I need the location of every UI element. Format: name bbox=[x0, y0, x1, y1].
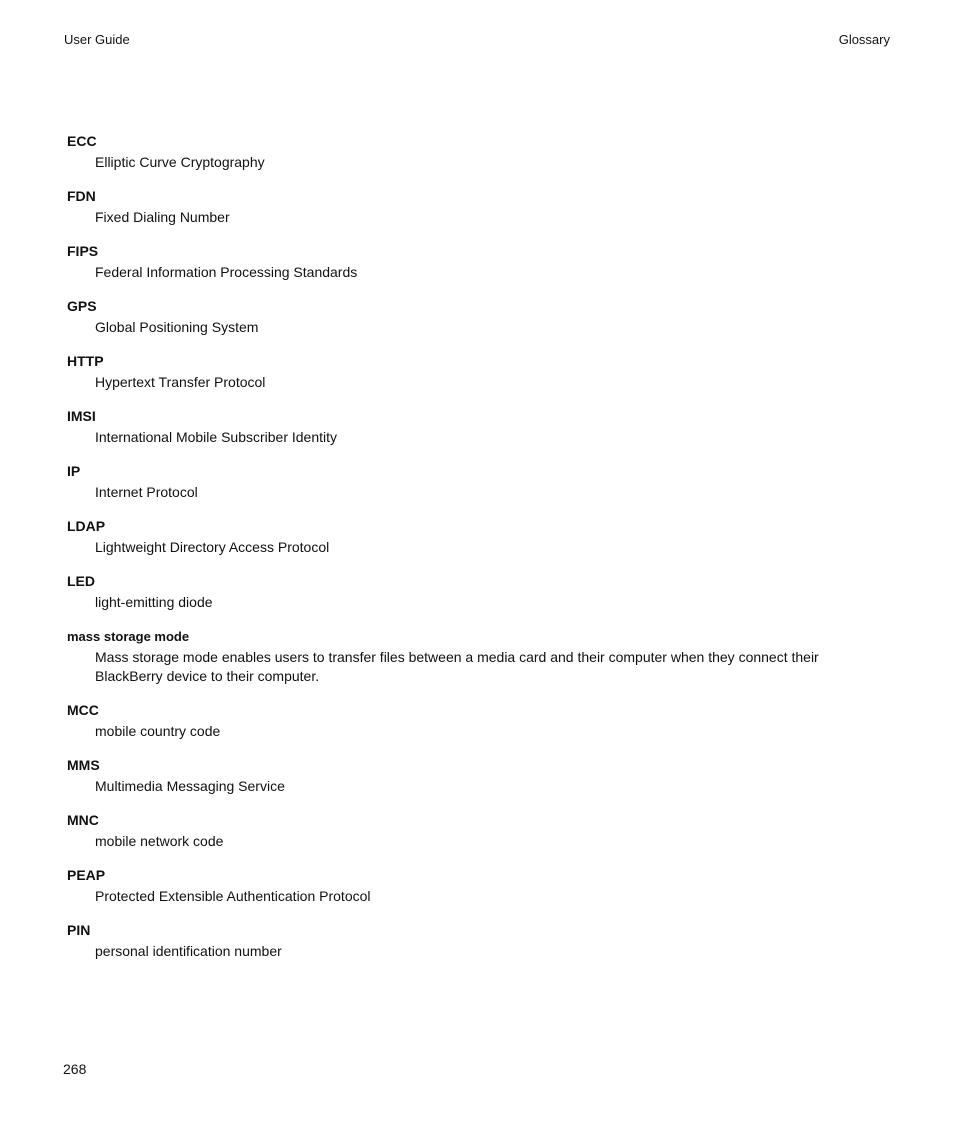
glossary-term: FDN bbox=[67, 188, 96, 204]
glossary-entry bbox=[67, 132, 887, 172]
glossary-term: PIN bbox=[67, 922, 91, 938]
running-header-section: Glossary bbox=[838, 32, 890, 47]
glossary-term: ECC bbox=[67, 133, 97, 149]
glossary-term: HTTP bbox=[67, 353, 104, 369]
glossary-term: MCC bbox=[67, 702, 99, 718]
glossary-term: FIPS bbox=[67, 243, 99, 259]
glossary-entry bbox=[67, 701, 887, 741]
glossary-term: mass storage mode bbox=[67, 629, 190, 644]
glossary-definition: personal identification number bbox=[95, 943, 282, 959]
glossary-list bbox=[67, 132, 887, 976]
glossary-entry bbox=[67, 811, 887, 851]
glossary-term: LED bbox=[67, 573, 95, 589]
glossary-entry bbox=[67, 572, 887, 612]
glossary-entry bbox=[67, 756, 887, 796]
glossary-definition: Protected Extensible Authentication Protocol bbox=[95, 888, 371, 904]
glossary-entry bbox=[67, 921, 887, 961]
glossary-definition: Internet Protocol bbox=[95, 484, 198, 500]
glossary-entry bbox=[67, 187, 887, 227]
glossary-definition: Hypertext Transfer Protocol bbox=[95, 374, 266, 390]
glossary-entry bbox=[67, 297, 887, 337]
glossary-entry bbox=[67, 462, 887, 502]
glossary-definition: Federal Information Processing Standards bbox=[95, 264, 358, 280]
glossary-term: GPS bbox=[67, 298, 97, 314]
glossary-entry bbox=[67, 242, 887, 282]
glossary-definition: Fixed Dialing Number bbox=[95, 209, 230, 225]
glossary-entry bbox=[67, 407, 887, 447]
page-number: 268 bbox=[63, 1061, 87, 1077]
glossary-definition: light-emitting diode bbox=[95, 594, 213, 610]
glossary-definition: Lightweight Directory Access Protocol bbox=[95, 539, 330, 555]
glossary-definition: Global Positioning System bbox=[95, 319, 259, 335]
glossary-definition: mobile network code bbox=[95, 833, 224, 849]
glossary-term: LDAP bbox=[67, 518, 106, 534]
glossary-entry bbox=[67, 517, 887, 557]
glossary-entry bbox=[67, 627, 887, 686]
glossary-term: IMSI bbox=[67, 408, 96, 424]
glossary-term: MMS bbox=[67, 757, 100, 773]
glossary-definition: Mass storage mode enables users to transfer files between a media card and their computer when they connect their BlackBerry device to their computer. bbox=[95, 649, 819, 684]
glossary-term: PEAP bbox=[67, 867, 106, 883]
running-header-title: User Guide bbox=[64, 32, 130, 47]
glossary-term: MNC bbox=[67, 812, 99, 828]
glossary-term: IP bbox=[67, 463, 81, 479]
glossary-entry bbox=[67, 352, 887, 392]
glossary-definition: Elliptic Curve Cryptography bbox=[95, 154, 265, 170]
glossary-definition: Multimedia Messaging Service bbox=[95, 778, 285, 794]
glossary-definition: mobile country code bbox=[95, 723, 221, 739]
glossary-definition: International Mobile Subscriber Identity bbox=[95, 429, 338, 445]
glossary-entry bbox=[67, 866, 887, 906]
